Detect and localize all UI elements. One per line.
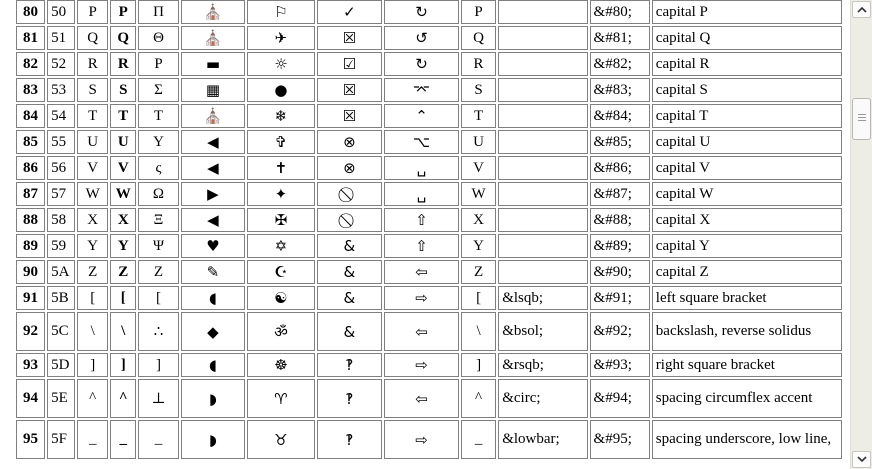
char-wingdings3-icon: ⇨ (384, 286, 459, 310)
char-serif: ] (77, 353, 108, 377)
char-symbol: Π (138, 0, 179, 24)
char-wingdings-icon: ✈ (247, 26, 315, 50)
char-wingdings-icon: ✠ (247, 208, 315, 232)
char-sans: Q (461, 26, 496, 50)
scrollbar-thumb[interactable] (852, 98, 871, 140)
decimal-code: 93 (16, 353, 45, 377)
char-sans: [ (461, 286, 496, 310)
char-wingdings3-icon: ⇧ (384, 208, 459, 232)
char-webdings-icon: ◆ (181, 312, 245, 351)
description: spacing underscore, low line, (652, 420, 842, 459)
hex-code: 5F (47, 420, 75, 459)
char-wingdings3-icon: ↻ (384, 52, 459, 76)
hex-code: 54 (47, 104, 75, 128)
char-wingdings3-icon: ⇦ (384, 312, 459, 351)
char-webdings-icon: ◗ (181, 379, 245, 418)
char-wingdings2-icon: ✓ (317, 0, 382, 24)
named-entity (498, 260, 587, 284)
char-wingdings3-icon: ⇦ (384, 260, 459, 284)
decimal-code: 94 (16, 379, 45, 418)
hex-code: 58 (47, 208, 75, 232)
char-serif: R (77, 52, 108, 76)
named-entity (498, 156, 587, 180)
table-row (16, 312, 842, 351)
char-bold: S (110, 78, 136, 102)
char-symbol: Ζ (138, 260, 179, 284)
char-serif: \ (77, 312, 108, 351)
decimal-code: 87 (16, 182, 45, 206)
char-wingdings2-icon: ⊗ (317, 130, 382, 154)
named-entity: &circ; (498, 379, 587, 418)
char-wingdings2-icon: ⊗ (317, 156, 382, 180)
description: right square bracket (652, 353, 842, 377)
char-sans: ^ (461, 379, 496, 418)
char-wingdings3-icon: ␣ (384, 156, 459, 180)
char-symbol: ⊥ (138, 379, 179, 418)
char-wingdings-icon: ✡ (247, 234, 315, 258)
table-row (16, 260, 842, 284)
numeric-entity: &#82; (590, 52, 650, 76)
numeric-entity: &#89; (590, 234, 650, 258)
table-row (16, 156, 842, 180)
decimal-code: 81 (16, 26, 45, 50)
char-symbol: [ (138, 286, 179, 310)
table-row (16, 78, 842, 102)
char-serif: Z (77, 260, 108, 284)
hex-code: 53 (47, 78, 75, 102)
char-bold: T (110, 104, 136, 128)
char-wingdings2-icon: ‽ (317, 353, 382, 377)
character-reference-table (14, 0, 844, 461)
char-wingdings-icon: ● (247, 78, 315, 102)
hex-code: 59 (47, 234, 75, 258)
named-entity (498, 130, 587, 154)
char-symbol: Ρ (138, 52, 179, 76)
char-wingdings-icon: ♈ (247, 379, 315, 418)
decimal-code: 82 (16, 52, 45, 76)
char-symbol: ] (138, 353, 179, 377)
char-serif: W (77, 182, 108, 206)
char-sans: U (461, 130, 496, 154)
numeric-entity: &#90; (590, 260, 650, 284)
char-webdings-icon: ▬ (181, 52, 245, 76)
decimal-code: 95 (16, 420, 45, 459)
table-row (16, 353, 842, 377)
numeric-entity: &#94; (590, 379, 650, 418)
char-webdings-icon: ♥ (181, 234, 245, 258)
char-webdings-icon: ◖ (181, 286, 245, 310)
table-row (16, 26, 842, 50)
chevron-down-icon (857, 456, 867, 463)
char-symbol: Ψ (138, 234, 179, 258)
chevron-up-icon (857, 6, 867, 13)
numeric-entity: &#81; (590, 26, 650, 50)
decimal-code: 84 (16, 104, 45, 128)
scroll-up-button[interactable] (852, 1, 871, 18)
char-wingdings-icon: ☼ (247, 52, 315, 76)
description: capital Z (652, 260, 842, 284)
char-bold: [ (110, 286, 136, 310)
char-symbol: Τ (138, 104, 179, 128)
numeric-entity: &#95; (590, 420, 650, 459)
named-entity (498, 104, 587, 128)
char-wingdings3-icon: ⌥ (384, 130, 459, 154)
char-wingdings2-icon: ☒ (317, 78, 382, 102)
char-sans: R (461, 52, 496, 76)
char-serif: Q (77, 26, 108, 50)
numeric-entity: &#86; (590, 156, 650, 180)
named-entity: &rsqb; (498, 353, 587, 377)
named-entity (498, 52, 587, 76)
char-webdings-icon: ⛪ (181, 104, 245, 128)
numeric-entity: &#85; (590, 130, 650, 154)
char-serif: _ (77, 420, 108, 459)
char-symbol: Σ (138, 78, 179, 102)
hex-code: 5B (47, 286, 75, 310)
char-bold: ] (110, 353, 136, 377)
table-row (16, 379, 842, 418)
char-wingdings-icon: ॐ (247, 312, 315, 351)
char-sans: _ (461, 420, 496, 459)
char-sans: X (461, 208, 496, 232)
char-wingdings3-icon: ↻ (384, 0, 459, 24)
char-bold: Q (110, 26, 136, 50)
char-wingdings2-icon (317, 182, 382, 206)
char-serif: P (77, 0, 108, 24)
char-bold: \ (110, 312, 136, 351)
char-sans: \ (461, 312, 496, 351)
decimal-code: 88 (16, 208, 45, 232)
description: capital W (652, 182, 842, 206)
decimal-code: 85 (16, 130, 45, 154)
char-symbol: Θ (138, 26, 179, 50)
char-wingdings2-icon: ‽ (317, 379, 382, 418)
decimal-code: 91 (16, 286, 45, 310)
description: capital R (652, 52, 842, 76)
char-wingdings2-icon: & (317, 234, 382, 258)
table-row (16, 286, 842, 310)
char-wingdings2-icon (317, 208, 382, 232)
char-bold: P (110, 0, 136, 24)
char-sans: W (461, 182, 496, 206)
char-wingdings2-icon: ☑ (317, 52, 382, 76)
decimal-code: 89 (16, 234, 45, 258)
char-sans: ] (461, 353, 496, 377)
char-symbol: Ω (138, 182, 179, 206)
hex-code: 57 (47, 182, 75, 206)
char-bold: Z (110, 260, 136, 284)
char-wingdings2-icon: ☒ (317, 26, 382, 50)
char-serif: T (77, 104, 108, 128)
named-entity (498, 0, 587, 24)
char-symbol: Ξ (138, 208, 179, 232)
decimal-code: 86 (16, 156, 45, 180)
decimal-code: 83 (16, 78, 45, 102)
char-wingdings-icon: ⚐ (247, 0, 315, 24)
char-serif: [ (77, 286, 108, 310)
description: capital P (652, 0, 842, 24)
table-row (16, 182, 842, 206)
char-bold: X (110, 208, 136, 232)
numeric-entity: &#83; (590, 78, 650, 102)
char-wingdings3-icon: ⇨ (384, 353, 459, 377)
hex-code: 52 (47, 52, 75, 76)
char-wingdings-icon: ✝ (247, 156, 315, 180)
char-wingdings2-icon: & (317, 312, 382, 351)
char-webdings-icon: ▦ (181, 78, 245, 102)
description: capital Q (652, 26, 842, 50)
char-wingdings3-icon: ↺ (384, 26, 459, 50)
description: capital U (652, 130, 842, 154)
char-serif: S (77, 78, 108, 102)
char-wingdings-icon: ✦ (247, 182, 315, 206)
named-entity: &lowbar; (498, 420, 587, 459)
named-entity (498, 234, 587, 258)
char-serif: X (77, 208, 108, 232)
numeric-entity: &#88; (590, 208, 650, 232)
decimal-code: 92 (16, 312, 45, 351)
char-sans: T (461, 104, 496, 128)
char-webdings-icon: ◀ (181, 156, 245, 180)
char-serif: ^ (77, 379, 108, 418)
hex-code: 55 (47, 130, 75, 154)
char-webdings-icon: ◗ (181, 420, 245, 459)
char-wingdings2-icon: & (317, 286, 382, 310)
hex-code: 51 (47, 26, 75, 50)
char-wingdings-icon: ☸ (247, 353, 315, 377)
decimal-code: 80 (16, 0, 45, 24)
char-bold: R (110, 52, 136, 76)
char-wingdings-icon: ☪ (247, 260, 315, 284)
char-webdings-icon: ▶ (181, 182, 245, 206)
hex-code: 5D (47, 353, 75, 377)
char-wingdings2-icon: ‽ (317, 420, 382, 459)
description: capital Y (652, 234, 842, 258)
hex-code: 5E (47, 379, 75, 418)
char-bold: Y (110, 234, 136, 258)
char-webdings-icon: ⛪ (181, 26, 245, 50)
numeric-entity: &#93; (590, 353, 650, 377)
char-bold: U (110, 130, 136, 154)
description: spacing circumflex accent (652, 379, 842, 418)
char-bold: ^ (110, 379, 136, 418)
char-symbol: ∴ (138, 312, 179, 351)
char-sans: S (461, 78, 496, 102)
table-row (16, 234, 842, 258)
named-entity: &lsqb; (498, 286, 587, 310)
named-entity (498, 208, 587, 232)
numeric-entity: &#92; (590, 312, 650, 351)
char-wingdings3-icon: ⇧ (384, 234, 459, 258)
char-wingdings3-icon: ␣ (384, 182, 459, 206)
table-row (16, 104, 842, 128)
table-row (16, 130, 842, 154)
char-wingdings2-icon: & (317, 260, 382, 284)
char-serif: U (77, 130, 108, 154)
named-entity: &bsol; (498, 312, 587, 351)
char-sans: Z (461, 260, 496, 284)
description: capital X (652, 208, 842, 232)
char-webdings-icon: ◀ (181, 208, 245, 232)
char-bold: V (110, 156, 136, 180)
char-wingdings-icon: ☯ (247, 286, 315, 310)
named-entity (498, 26, 587, 50)
table-row (16, 208, 842, 232)
char-wingdings-icon: ♉ (247, 420, 315, 459)
table-row (16, 52, 842, 76)
description: backslash, reverse solidus (652, 312, 842, 351)
numeric-entity: &#80; (590, 0, 650, 24)
char-symbol: _ (138, 420, 179, 459)
char-wingdings-icon: ✞ (247, 130, 315, 154)
description: capital S (652, 78, 842, 102)
char-wingdings3-icon: ⌃ (384, 104, 459, 128)
char-sans: Y (461, 234, 496, 258)
numeric-entity: &#84; (590, 104, 650, 128)
hex-code: 50 (47, 0, 75, 24)
char-wingdings2-icon: ☒ (317, 104, 382, 128)
char-wingdings3-icon: ⌤ (384, 78, 459, 102)
char-wingdings3-icon: ⇦ (384, 379, 459, 418)
char-webdings-icon: ◖ (181, 353, 245, 377)
table-row (16, 420, 842, 459)
char-bold: _ (110, 420, 136, 459)
char-serif: V (77, 156, 108, 180)
hex-code: 5A (47, 260, 75, 284)
table-row (16, 0, 842, 24)
char-sans: V (461, 156, 496, 180)
named-entity (498, 182, 587, 206)
hex-code: 5C (47, 312, 75, 351)
thumb-grip-icon (858, 114, 866, 123)
description: left square bracket (652, 286, 842, 310)
numeric-entity: &#91; (590, 286, 650, 310)
char-serif: Y (77, 234, 108, 258)
char-wingdings3-icon: ⇨ (384, 420, 459, 459)
char-webdings-icon: ✎ (181, 260, 245, 284)
description: capital T (652, 104, 842, 128)
char-wingdings-icon: ❄ (247, 104, 315, 128)
named-entity (498, 78, 587, 102)
scroll-down-button[interactable] (852, 451, 871, 468)
char-bold: W (110, 182, 136, 206)
char-webdings-icon: ⛪ (181, 0, 245, 24)
char-symbol: ς (138, 156, 179, 180)
char-symbol: Υ (138, 130, 179, 154)
numeric-entity: &#87; (590, 182, 650, 206)
decimal-code: 90 (16, 260, 45, 284)
description: capital V (652, 156, 842, 180)
hex-code: 56 (47, 156, 75, 180)
vertical-scrollbar[interactable] (850, 0, 872, 469)
char-webdings-icon: ◀ (181, 130, 245, 154)
char-sans: P (461, 0, 496, 24)
